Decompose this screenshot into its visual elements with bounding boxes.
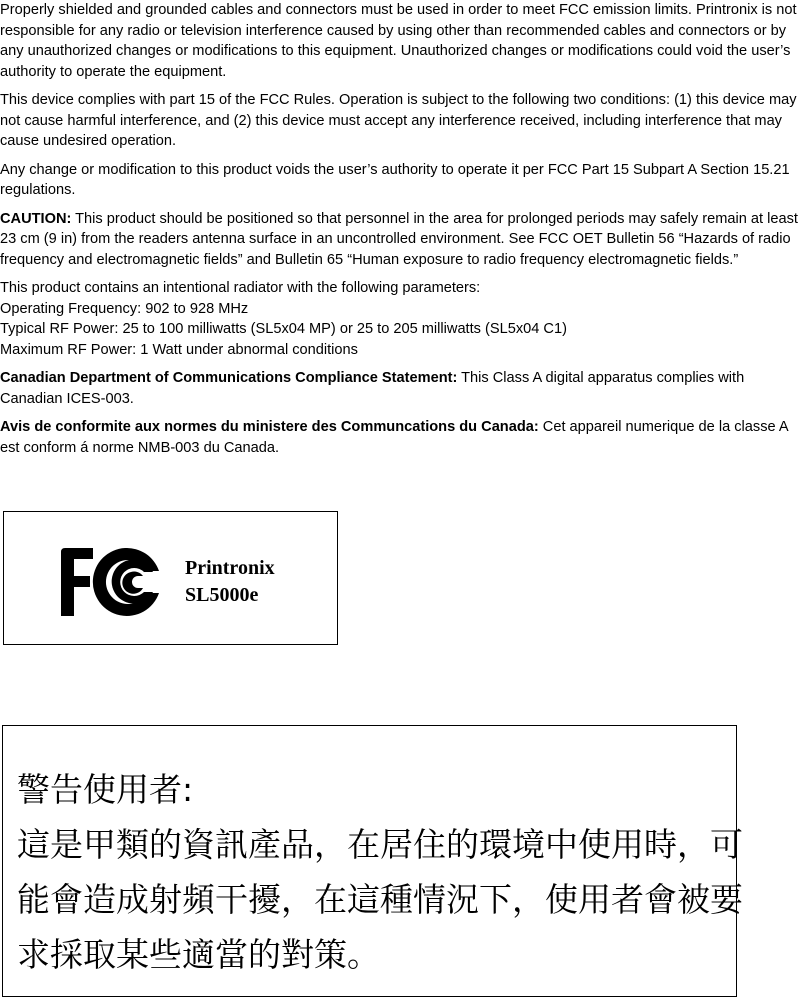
chinese-warning-line-4: 求採取某些適當的對策。 [17, 935, 380, 974]
caution-paragraph [0, 209, 802, 271]
fcc-part15-paragraph: This device complies with part 15 of the FCC Rules. Operation is subject to the following two conditions: (1) this device may not cause harmful interference, and (2) this device must accept any interference received, including interference that may cause undesired operation. [0, 92, 797, 149]
fcc-label-text [185, 555, 275, 609]
radiator-paragraph [0, 278, 802, 360]
radiator-intro: This product contains an intentional radiator with the following parameters: [0, 280, 481, 296]
fcc-brand: Printronix [185, 557, 275, 579]
chinese-warning-box [2, 725, 743, 997]
avis-text: Cet appareil numerique de la classe A est conform á norme NMB-003 du Canada. [0, 419, 788, 456]
radiator-frequency: Operating Frequency: 902 to 928 MHz [0, 300, 249, 317]
canadian-label: Canadian Department of Communications Compliance Statement: [0, 370, 458, 386]
chinese-warning-line-2: 這是甲類的資訊產品，在居住的環境中使用時，可 [17, 825, 743, 864]
compliance-document [0, 0, 802, 466]
modification-paragraph: Any change or modification to this product voids the user’s authority to operate it per FCC Part 15 Subpart A Section 15.21 regulations. [0, 161, 790, 198]
fcc-label-box [3, 511, 338, 645]
radiator-typical-power: Typical RF Power: 25 to 100 milliwatts (SL5x04 MP) or 25 to 205 milliwatts (SL5x04 C1) [0, 321, 567, 337]
chinese-warning-line-3: 能會造成射頻干擾，在這種情況下，使用者會被要 [17, 880, 743, 919]
avis-label: Avis de conformite aux normes du ministere des Communcations du Canada: [0, 419, 539, 435]
shielding-paragraph: Properly shielded and grounded cables and connectors must be used in order to meet FCC emission limits. Printronix is not responsible for any radio or television interference caused by using other than recommended cables and connectors or by any unauthorized changes or modifications to this equipment. Unauthorized changes or modifications could void the user’s authority to operate the equipment. [0, 2, 797, 80]
fcc-model: SL5000e [185, 584, 259, 606]
canadian-paragraph [0, 368, 802, 409]
caution-text: This product should be positioned so that personnel in the area for prolonged periods may safely remain at least 23 cm (9 in) from the readers antenna surface in an uncontrolled environment. See FCC OET Bulletin 56 “Hazards of radio frequency and electromagnetic fields” and Bulletin 65 “Human exposure to radio frequency electromagnetic fields.” [0, 210, 798, 268]
caution-label: CAUTION: [0, 210, 72, 227]
radiator-max-power: Maximum RF Power: 1 Watt under abnormal conditions [0, 341, 358, 358]
chinese-warning-line-1: 警告使用者: [17, 770, 194, 809]
fcc-logo-icon [59, 546, 167, 618]
canadian-text: This Class A digital apparatus complies with Canadian ICES-003. [0, 370, 745, 407]
chinese-warning-text [17, 762, 743, 982]
avis-paragraph [0, 417, 802, 458]
